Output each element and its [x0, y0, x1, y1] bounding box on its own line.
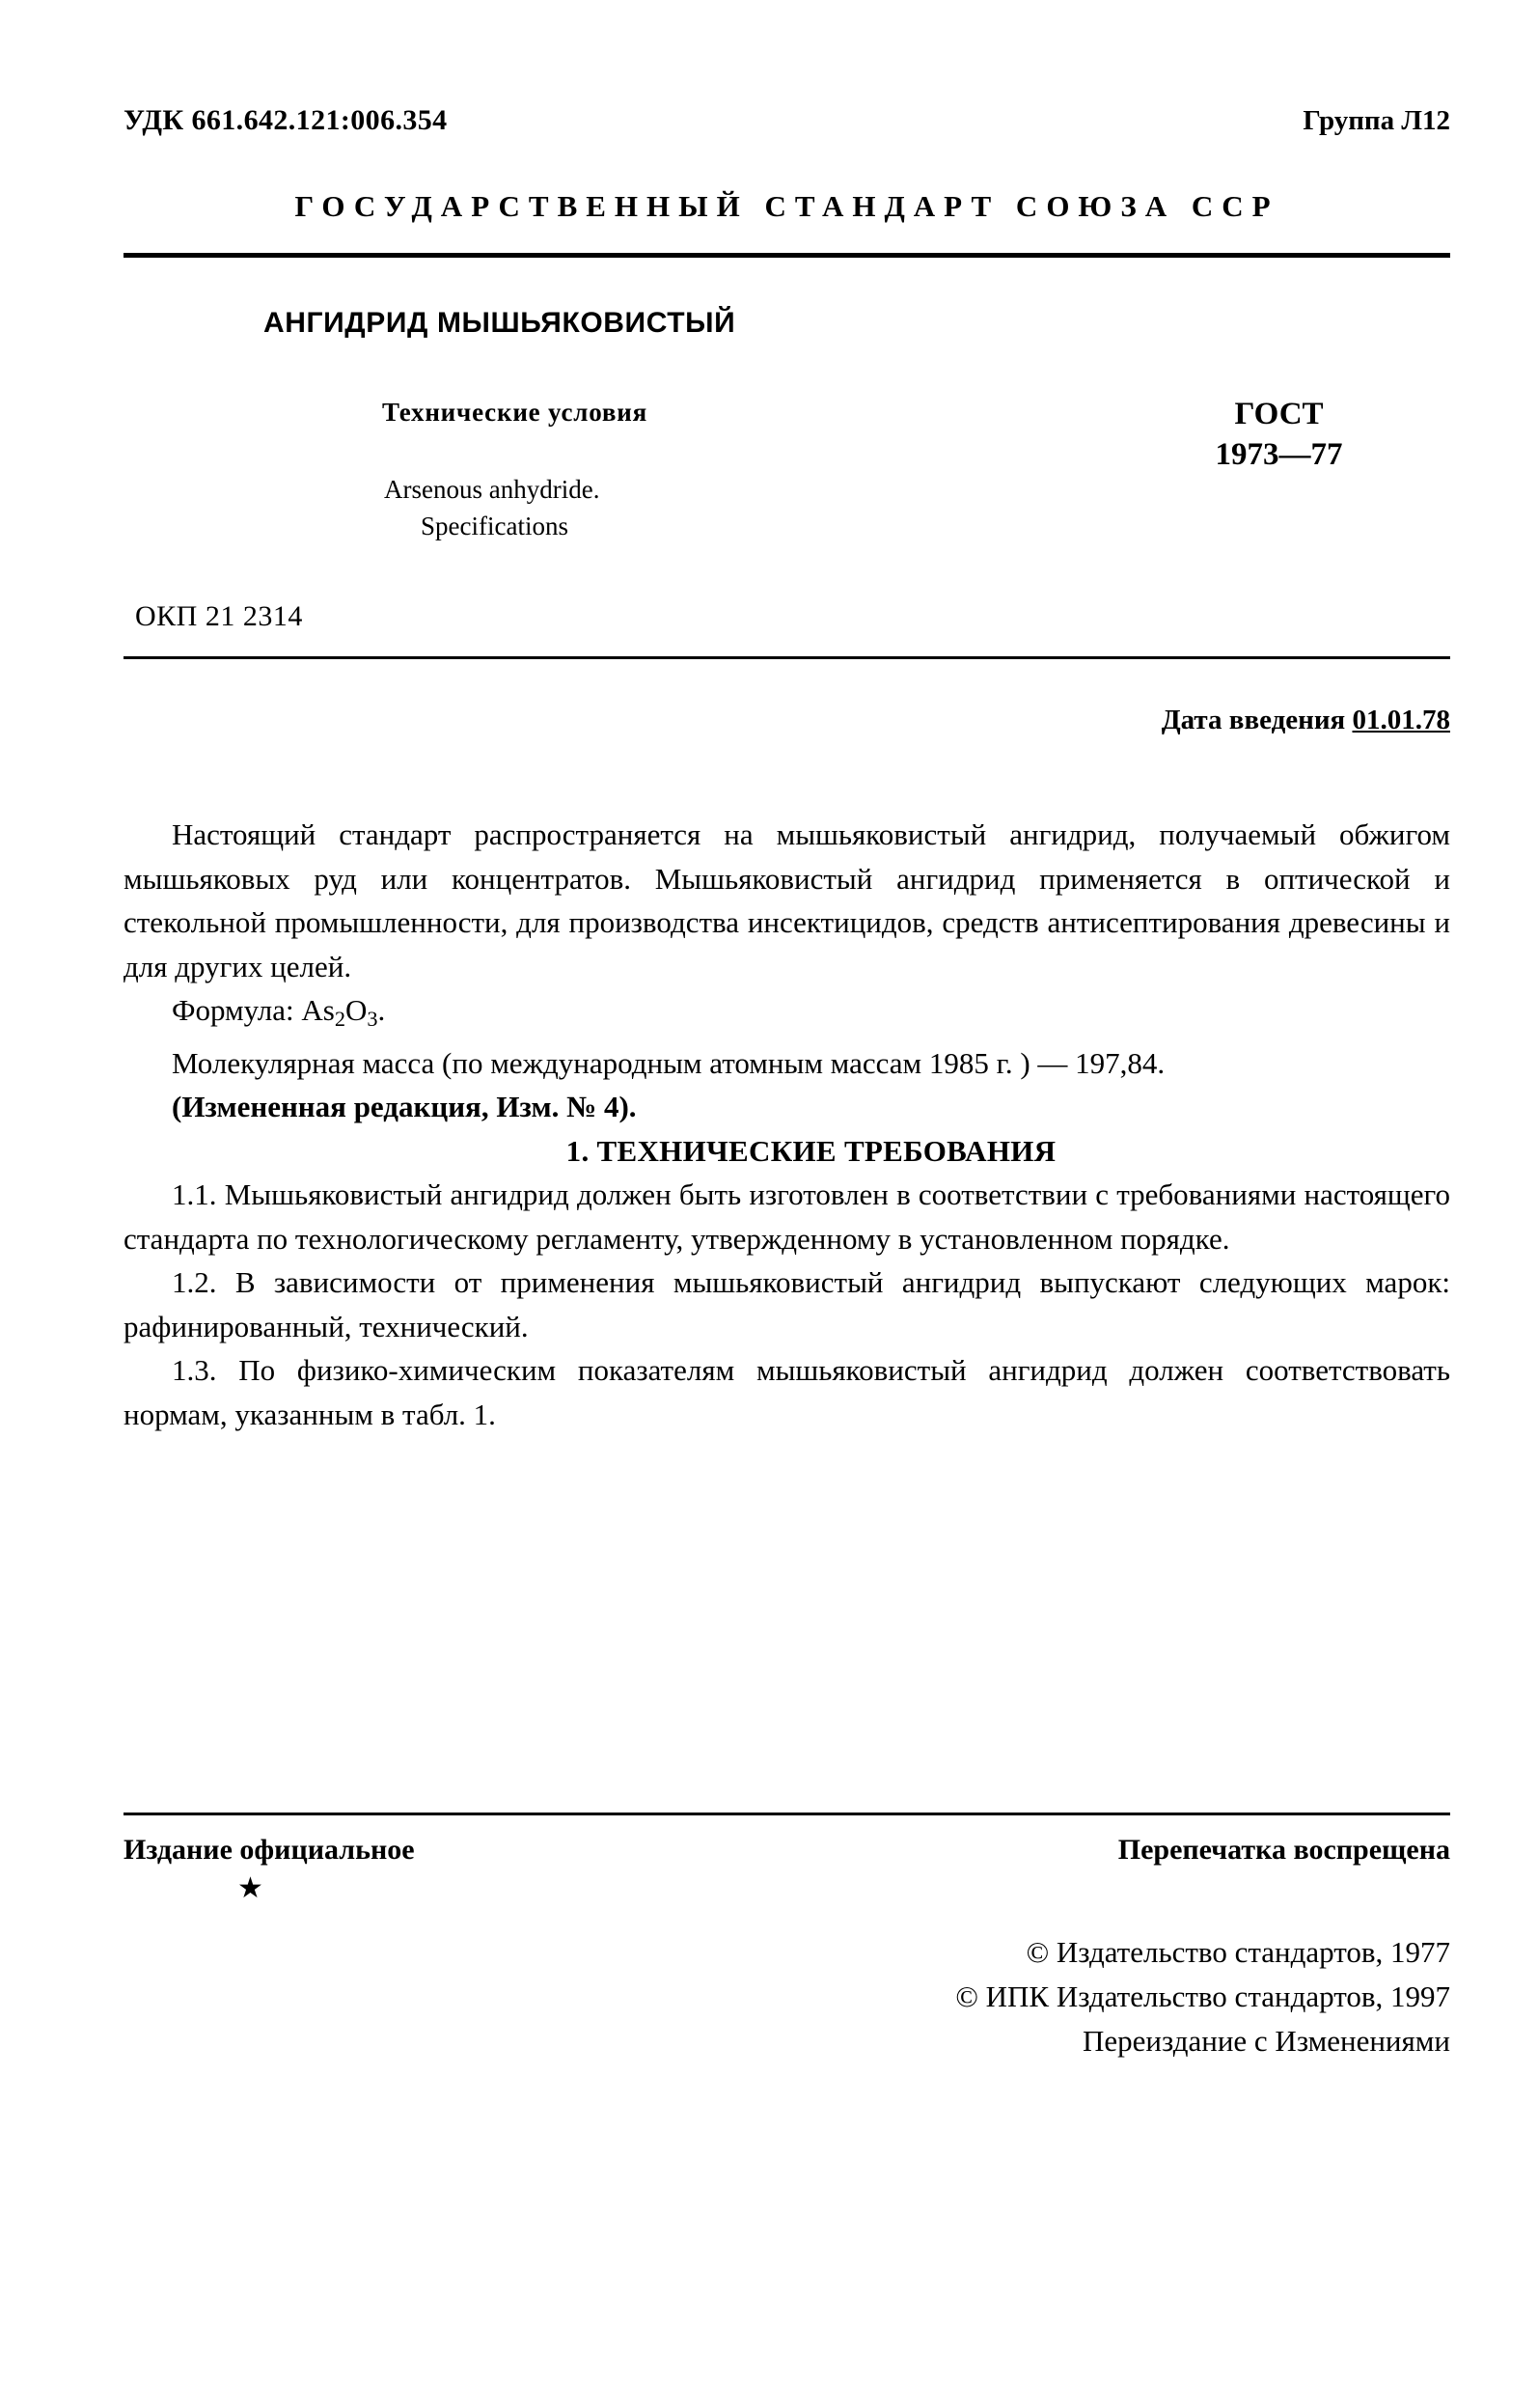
paragraph-formula [124, 988, 1450, 1041]
formula-prefix: Формула: As [172, 993, 335, 1027]
document-footer [124, 1834, 1450, 2063]
group-code: Группа Л12 [1303, 105, 1450, 136]
divider-middle [124, 656, 1450, 659]
specifications-en-line2: Specifications [421, 512, 568, 540]
introduction-date-value: 01.01.78 [1352, 705, 1450, 735]
divider-top [124, 253, 1450, 258]
formula-sub-2: 3 [367, 1007, 378, 1032]
paragraph-1-1: 1.1. Мышьяковистый ангидрид должен быть изготовлен в соответствии с требованиями настоящего стандарта по технологическому регламенту, утвержденному в установленном порядке. [124, 1177, 1450, 1256]
footer-row [124, 1834, 1450, 1867]
formula-suffix: . [377, 993, 386, 1027]
udk-code: УДК 661.642.121:006.354 [124, 104, 448, 136]
gost-number: 1973—77 [1215, 437, 1343, 472]
formula-sub-1: 2 [334, 1007, 345, 1032]
standard-title: ГОСУДАРСТВЕННЫЙ СТАНДАРТ СОЮЗА ССР [294, 189, 1279, 223]
copyright-block [124, 1930, 1450, 2063]
document-header [124, 104, 1450, 137]
paragraph-amendment: (Измененная редакция, Изм. № 4). [172, 1090, 637, 1124]
formula-mid: O [344, 993, 368, 1027]
gost-label: ГОСТ [1234, 397, 1324, 431]
introduction-date-label: Дата введения [1161, 705, 1346, 735]
gost-designation [1108, 394, 1450, 475]
paragraph-molecular-mass: Молекулярная масса (по международным атомным массам 1985 г. ) — 197,84. [172, 1045, 1166, 1080]
edition-official: Издание официальное [124, 1834, 415, 1866]
okp-code: ОКП 21 2314 [135, 600, 303, 632]
copyright-line-3: Переиздание с Изменениями [1083, 2024, 1450, 2058]
product-name: АНГИДРИД МЫШЬЯКОВИСТЫЙ [263, 307, 736, 339]
specifications-ru: Технические условия [382, 398, 647, 427]
document-body [124, 813, 1450, 1436]
introduction-date [124, 705, 1450, 736]
paragraph-scope: Настоящий стандарт распространяется на мышьяковистый ангидрид, получаемый обжигом мышьяковых руд или концентратов. Мышьяковистый ангидрид применяется в оптической и стекольной промышленности, для производства инсектицидов, средств антисептирования древесины и для других целей. [124, 817, 1450, 983]
divider-footer [124, 1813, 1450, 1815]
copyright-line-1: © Издательство стандартов, 1977 [1026, 1935, 1450, 1969]
paragraph-1-3: 1.3. По физико-химическим показателям мышьяковистый ангидрид должен соответствовать нормам, указанным в табл. 1. [124, 1353, 1450, 1431]
paragraph-1-2: 1.2. В зависимости от применения мышьяковистый ангидрид выпускают следующих марок: рафинированный, технический. [124, 1265, 1450, 1343]
specifications-en [384, 471, 599, 544]
section-1-title: 1. ТЕХНИЧЕСКИЕ ТРЕБОВАНИЯ [565, 1133, 1057, 1168]
reprint-prohibited: Перепечатка воспрещена [1117, 1834, 1450, 1866]
star-icon: ★ [237, 1872, 263, 1904]
copyright-line-2: © ИПК Издательство стандартов, 1997 [955, 1979, 1450, 2013]
specifications-en-line1: Arsenous anhydride. [384, 475, 600, 504]
